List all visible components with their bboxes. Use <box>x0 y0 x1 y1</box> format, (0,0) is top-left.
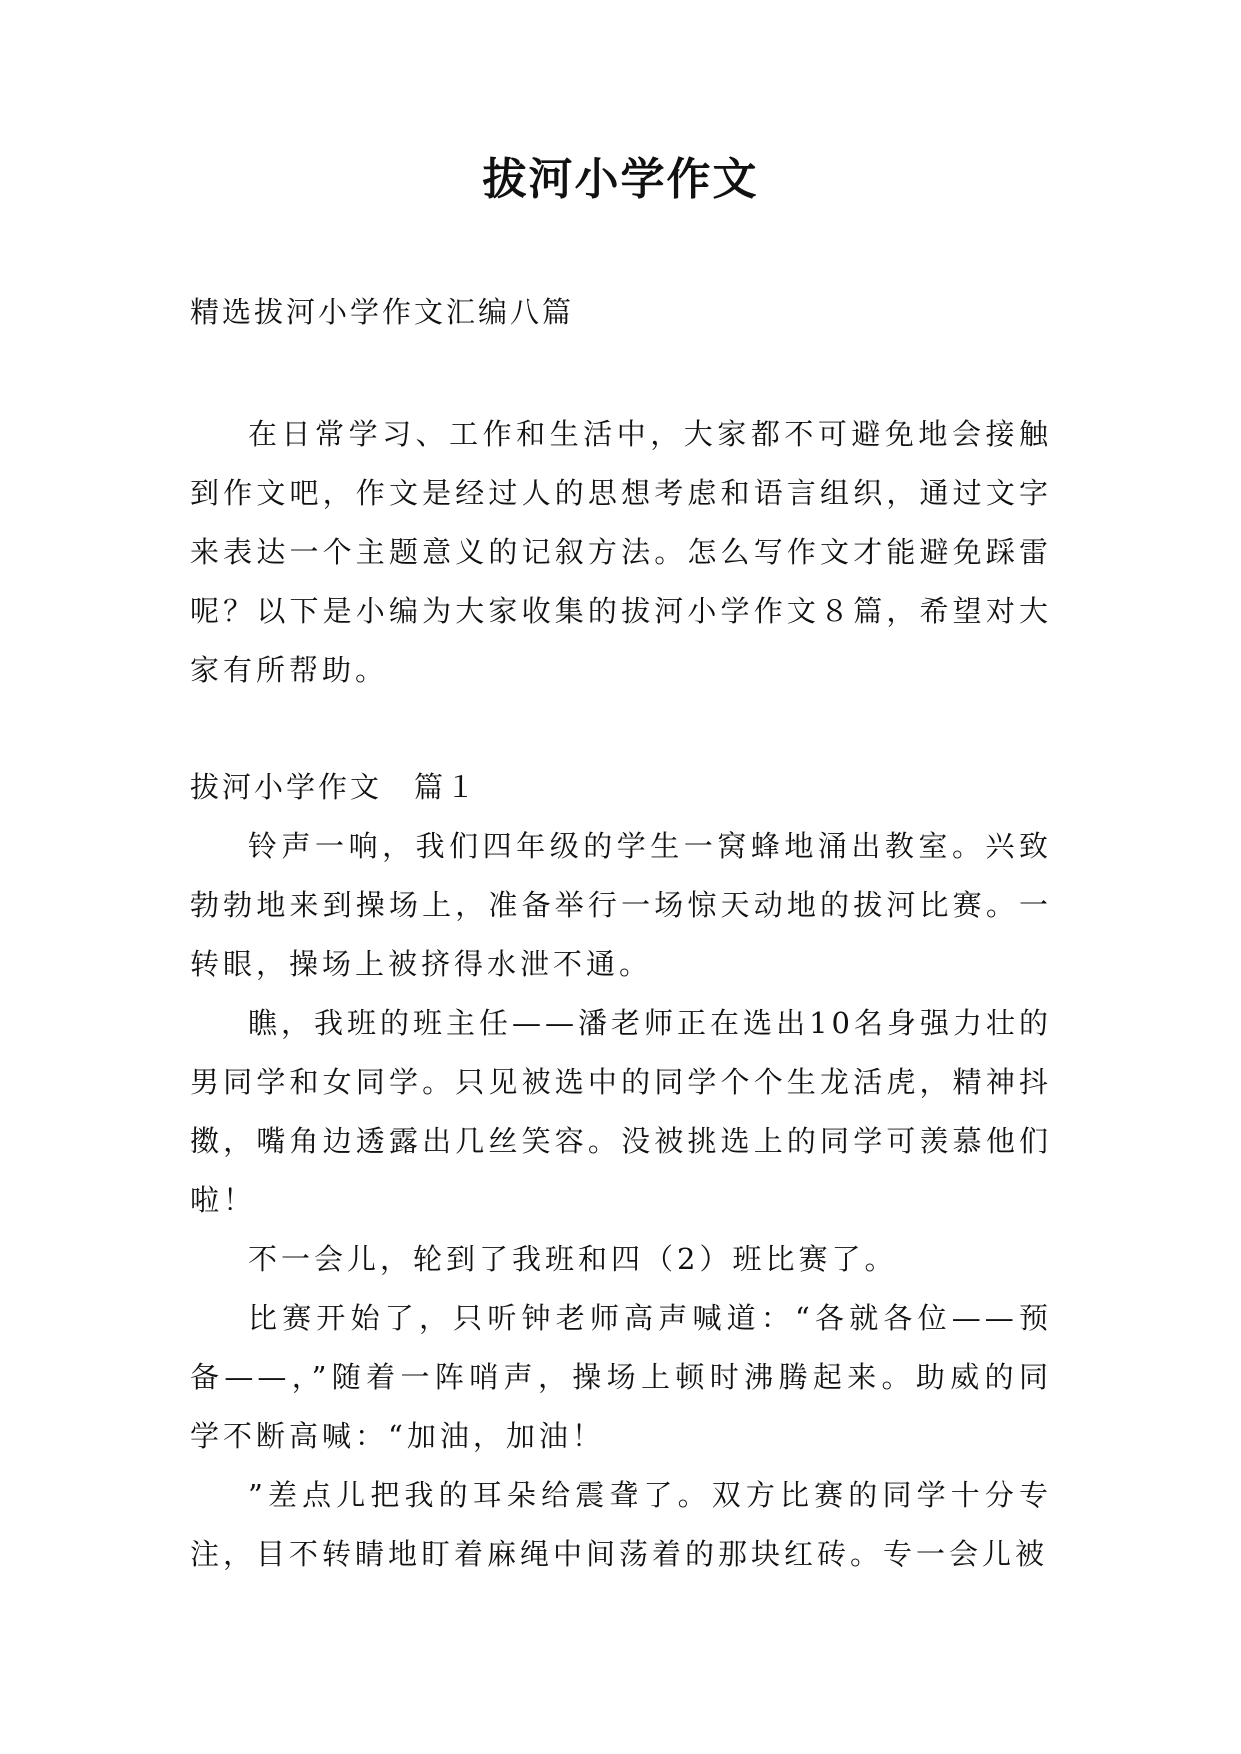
document-body <box>190 405 1052 1584</box>
intro-paragraph: 在日常学习、工作和生活中，大家都不可避免地会接触到作文吧，作文是经过人的思想考虑和语言组织，通过文字来表达一个主题意义的记叙方法。怎么写作文才能避免踩雷呢？以下是小编为大家收集的拔河小学作文８篇，希望对大家有所帮助。 <box>190 417 1052 687</box>
body-paragraph-1: 铃声一响，我们四年级的学生一窝蜂地涌出教室。兴致勃勃地来到操场上，准备举行一场惊天动地的拔河比赛。一转眼，操场上被挤得水泄不通。 <box>190 829 1052 981</box>
body-paragraph-4: 比赛开始了，只听钟老师高声喊道：“各就各位——预备——，”随着一阵哨声，操场上顿时沸腾起来。助威的同学不断高喊：“加油，加油！ <box>190 1301 1052 1453</box>
document-title: 拔河小学作文 <box>482 154 759 205</box>
body-paragraph-2: 瞧，我班的班主任——潘老师正在选出10名身强力壮的男同学和女同学。只见被选中的同学个个生龙活虎，精神抖擞，嘴角边透露出几丝笑容。没被挑选上的同学可羡慕他们啦！ <box>190 1006 1052 1217</box>
document-subtitle: 精选拔河小学作文汇编八篇 <box>190 295 575 329</box>
section-heading: 拔河小学作文 篇１ <box>190 770 479 804</box>
body-paragraph-3: 不一会儿，轮到了我班和四（2）班比赛了。 <box>248 1242 898 1276</box>
body-paragraph-5: ”差点儿把我的耳朵给震聋了。双方比赛的同学十分专注，目不转睛地盯着麻绳中间荡着的那块红砖。专一会儿被 <box>190 1478 1052 1571</box>
